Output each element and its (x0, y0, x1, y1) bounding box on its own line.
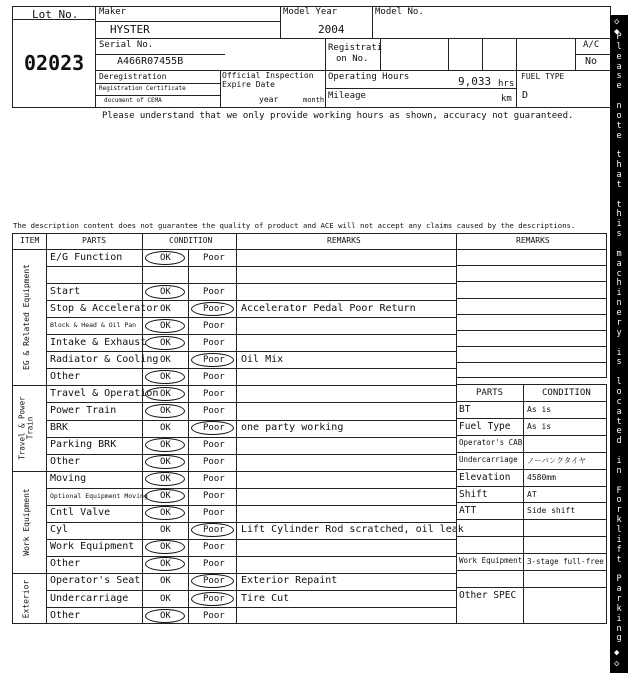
condition-ok: OK (160, 610, 171, 621)
side-note-char: o (616, 495, 622, 506)
model-year-label: Model Year (283, 7, 338, 17)
dereg-label: Deregistration (99, 72, 167, 81)
mileage-label: Mileage (328, 91, 366, 101)
remark-text: Tire Cut (241, 592, 290, 604)
part-name: Moving (50, 473, 87, 485)
condition-poor: Poor (203, 286, 225, 297)
side-note-char: s (616, 229, 622, 240)
side-note-char: e (616, 130, 622, 141)
side-note-char: h (616, 209, 622, 220)
condition-poor: Poor (203, 508, 225, 519)
diamond-bottom: ◆ (614, 648, 620, 658)
parts-header: PARTS (82, 236, 107, 245)
hours-disclaimer: Please understand that we only provide working hours as shown, accuracy not guaranteed. (102, 111, 574, 121)
side-note-char: a (616, 406, 622, 417)
side-note-char (616, 339, 621, 348)
condition-poor: Poor (203, 457, 225, 468)
condition-ok: OK (160, 491, 171, 502)
side-note-char (616, 368, 621, 377)
hours-label: Operating Hours (328, 72, 410, 82)
ok-selected-circle (145, 455, 185, 469)
ok-selected-circle (145, 285, 185, 299)
serial-value: A466R07455B (117, 56, 184, 67)
spec-condition: 3-stage full-free (527, 557, 604, 567)
side-note-char: d (616, 436, 622, 447)
condition-poor: Poor (203, 525, 225, 536)
condition-poor: Poor (203, 610, 225, 621)
condition-poor: Poor (203, 474, 225, 485)
part-name: Work Equipment (50, 541, 135, 553)
side-note-char: i (616, 613, 622, 624)
part-name: Cyl (50, 524, 69, 536)
part-name: BRK (50, 422, 69, 433)
condition-poor: Poor (203, 320, 225, 331)
spec-condition: Side shift (527, 506, 576, 516)
side-note-char: t (616, 120, 622, 131)
remark-text: Exterior Repaint (241, 575, 338, 587)
condition-poor: Poor (203, 303, 225, 314)
part-name: Operator's Seat (50, 575, 141, 587)
condition-poor: Poor (203, 542, 225, 553)
spec-condition: ノーパンクタイヤ (527, 455, 586, 465)
ok-selected-circle (145, 251, 185, 265)
part-name: Stop & Accelerator (50, 302, 159, 314)
condition-ok: OK (160, 252, 171, 263)
side-note-char: k (616, 603, 622, 614)
condition-ok: OK (160, 457, 171, 468)
part-name: Parking BRK (50, 439, 117, 451)
poor-selected-circle (191, 302, 234, 316)
remarks-header: REMARKS (327, 236, 361, 245)
condition-poor: Poor (203, 440, 225, 451)
condition-ok: OK (160, 405, 171, 416)
condition-poor: Poor (203, 337, 225, 348)
part-name: Undercarriage (50, 592, 129, 604)
condition-ok: OK (160, 388, 171, 399)
side-notice-banner (610, 15, 628, 673)
ok-selected-circle (145, 404, 185, 418)
condition-poor: Poor (203, 371, 225, 382)
part-name: Other (50, 370, 81, 382)
remark-text: one party working (241, 422, 344, 433)
condition-ok: OK (160, 286, 171, 297)
side-note-char: m (616, 248, 622, 259)
spec-part: Undercarriage (459, 454, 518, 464)
side-note-char: o (616, 110, 622, 121)
spec-condition-header: CONDITION (542, 388, 591, 398)
side-note-char: a (616, 61, 622, 72)
part-name: Cntl Valve (50, 507, 111, 519)
ac-label: A/C (583, 40, 600, 50)
side-note-char: r (616, 593, 622, 604)
condition-ok: OK (160, 576, 171, 587)
side-note-char: f (616, 544, 622, 555)
condition-ok: OK (160, 371, 171, 382)
section-label: EG & Related Equipment (22, 264, 32, 371)
remark-text: Accelerator Pedal Poor Return (241, 302, 416, 314)
section-label: Travel & Power Train (18, 396, 35, 460)
diamond-outline-bottom: ◇ (614, 659, 620, 669)
model-no-label: Model No. (375, 7, 424, 17)
spec-part: Elevation (459, 471, 511, 483)
side-note-char: n (616, 101, 622, 112)
maker-label: Maker (99, 7, 127, 17)
poor-selected-circle (191, 592, 234, 606)
spec-part: Shift (459, 488, 488, 500)
registration-label-1: Registrati (328, 43, 383, 53)
hours-value: 9,033 (458, 75, 492, 88)
spec-condition: AT (527, 489, 537, 499)
condition-ok: OK (160, 303, 171, 314)
poor-selected-circle (191, 353, 234, 367)
condition-ok: OK (160, 542, 171, 553)
side-note-char: s (616, 357, 622, 368)
spec-part: Fuel Type (459, 420, 511, 432)
side-note-char: c (616, 268, 622, 279)
reg-cert-label: Registration Certificate (99, 85, 186, 92)
ok-selected-circle (145, 319, 185, 333)
side-note-char: k (616, 515, 622, 526)
condition-poor: Poor (203, 593, 225, 604)
serial-label: Serial No. (99, 40, 154, 50)
section-label: Exterior (21, 579, 31, 618)
part-name: Other (50, 609, 81, 621)
part-name: Start (50, 285, 81, 297)
item-header: ITEM (20, 236, 40, 245)
side-note-char: t (616, 416, 622, 427)
fuel-type-label: FUEL TYPE (521, 72, 565, 81)
side-note-char: l (616, 524, 622, 535)
side-note-char: e (616, 426, 622, 437)
side-note-char: n (616, 298, 622, 309)
spec-condition: As is (527, 421, 552, 431)
side-note-char: i (616, 288, 622, 299)
side-note-char: r (616, 505, 622, 516)
ok-selected-circle (145, 336, 185, 350)
remark-text: Oil Mix (241, 353, 284, 365)
side-note-char (616, 191, 621, 200)
side-note-char: t (616, 554, 622, 565)
condition-ok: OK (160, 508, 171, 519)
side-note-char (616, 477, 621, 486)
condition-poor: Poor (203, 354, 225, 365)
side-note-char (616, 565, 621, 574)
inspection-label-1: Official Inspection (222, 71, 314, 80)
side-note-text (610, 33, 628, 643)
condition-poor: Poor (203, 388, 225, 399)
part-name: Intake & Exhaust (50, 336, 147, 348)
spec-part: Other SPEC (459, 589, 517, 601)
lot-number: 02023 (24, 51, 85, 75)
side-note-char: i (616, 347, 622, 358)
month-label: month (303, 96, 325, 104)
diamond-top: ◆ (614, 27, 620, 37)
condition-poor: Poor (203, 491, 225, 502)
side-note-char: n (616, 623, 622, 634)
condition-poor: Poor (203, 559, 225, 570)
side-note-char: y (616, 327, 622, 338)
side-note-char: s (616, 71, 622, 82)
side-note-char (616, 240, 621, 249)
side-note-char: t (616, 150, 622, 161)
condition-poor: Poor (203, 576, 225, 587)
side-note-char: h (616, 160, 622, 171)
side-note-char: F (616, 485, 622, 496)
part-name: Other (50, 558, 81, 570)
model-year-value: 2004 (318, 23, 345, 36)
lot-label: Lot No. (32, 8, 79, 21)
condition-ok: OK (160, 423, 171, 433)
side-note-char: a (616, 258, 622, 269)
spec-part: BT (459, 404, 471, 415)
side-note-char: o (616, 386, 622, 397)
condition-ok: OK (160, 525, 171, 536)
condition-poor: Poor (203, 423, 225, 433)
spec-parts-header: PARTS (476, 388, 504, 398)
part-name: Optional Equipment Moving (50, 491, 148, 500)
side-note-char: g (616, 633, 622, 644)
mileage-unit: km (501, 94, 512, 104)
cema-label: document of CEMA (104, 97, 162, 104)
fuel-type-value: D (522, 90, 529, 101)
spec-condition: 4580mm (527, 472, 556, 482)
maker-value: HYSTER (110, 23, 150, 36)
part-name: Block & Head & Oil Pan (50, 321, 137, 330)
side-note-char: e (616, 308, 622, 319)
part-name: E/G Function (50, 251, 123, 263)
side-note-char: e (616, 81, 622, 92)
description-disclaimer: The description content does not guarantee the quality of product and ACE will not accept any claims caused by the descriptions. (13, 221, 576, 230)
spec-condition: As is (527, 405, 552, 414)
side-note-char (616, 447, 621, 456)
part-name: Radiator & Cooling (50, 353, 159, 365)
condition-ok: OK (160, 474, 171, 485)
ok-selected-circle (145, 370, 185, 384)
side-note-char: P (616, 32, 622, 42)
diamond-outline-top: ◇ (614, 17, 620, 27)
condition-ok: OK (160, 559, 171, 570)
spec-part: ATT (459, 505, 477, 517)
year-label: year (259, 95, 279, 104)
remark-text: Lift Cylinder Rod scratched, oil leak (241, 524, 464, 536)
condition-ok: OK (160, 440, 171, 451)
ac-value: No (585, 56, 598, 67)
side-note-char: P (616, 574, 622, 585)
side-note-char (616, 92, 621, 101)
side-note-char: r (616, 317, 622, 328)
registration-label-2: on No. (336, 54, 369, 64)
condition-header: CONDITION (169, 236, 213, 245)
condition-ok: OK (160, 593, 171, 604)
ok-selected-circle (145, 438, 185, 452)
side-note-char: i (616, 219, 622, 230)
side-note-char: n (616, 465, 622, 476)
side-note-char: a (616, 170, 622, 181)
side-note-char: c (616, 396, 622, 407)
ok-selected-circle (145, 387, 185, 401)
condition-ok: OK (160, 354, 171, 365)
condition-poor: Poor (203, 252, 225, 263)
side-note-char: t (616, 179, 622, 190)
spec-part: Work Equipment (459, 556, 523, 566)
part-name: Power Train (50, 404, 117, 416)
side-note-char: l (616, 377, 622, 388)
condition-ok: OK (160, 320, 171, 331)
ok-selected-circle (145, 609, 185, 623)
right-remarks-header: REMARKS (516, 236, 550, 245)
poor-selected-circle (191, 421, 234, 435)
part-name: Other (50, 456, 81, 468)
side-note-char (616, 141, 621, 150)
section-label: Work Equipment (22, 488, 32, 556)
side-note-char: a (616, 584, 622, 595)
side-note-char: i (616, 455, 622, 466)
inspection-label-2: Expire Date (222, 80, 275, 89)
side-note-char: t (616, 199, 622, 210)
part-name: Travel & Operation (50, 387, 159, 399)
side-note-char: e (616, 51, 622, 62)
hours-unit: hrs (498, 79, 515, 89)
side-note-char: i (616, 534, 622, 545)
spec-part: Operator's CAB (459, 437, 523, 447)
condition-poor: Poor (203, 405, 225, 416)
condition-ok: OK (160, 337, 171, 348)
side-note-char: h (616, 278, 622, 289)
side-note-char: l (616, 41, 622, 52)
